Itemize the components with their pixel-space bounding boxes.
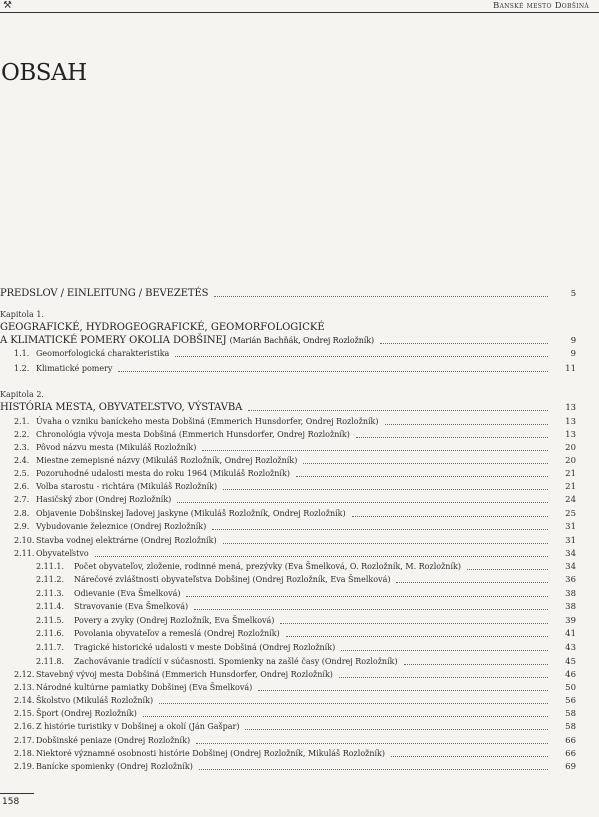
toc-entry-page: 13 (565, 403, 576, 413)
toc-entry-title: Tragické historické udalosti v meste Dobšiná (Ondrej Rozložník) (74, 643, 336, 652)
toc-entry-page: 24 (565, 495, 576, 505)
toc-entry-number: 2.14. (14, 696, 35, 705)
toc-entry[interactable] (14, 761, 576, 773)
toc-entry[interactable] (14, 708, 576, 720)
dot-leader (258, 690, 548, 691)
running-head: Banské mesto Dobšiná (493, 1, 589, 11)
dot-leader (118, 371, 548, 372)
toc-entry[interactable] (14, 535, 576, 547)
dot-leader (214, 296, 548, 297)
toc-entry-title: Povery a zvyky (Ondrej Rozložník, Eva Šmelková) (74, 616, 275, 625)
toc-entry-author: (Marián Bachňák, Ondrej Rozložník) (229, 336, 374, 345)
toc-entry-page: 66 (565, 736, 576, 746)
toc-entry-title: Geomorfologická charakteristika (36, 349, 170, 358)
toc-entry-number: 2.2. (14, 430, 30, 439)
toc-entry-page: 58 (565, 709, 576, 719)
dot-leader (143, 716, 548, 717)
dot-leader (159, 703, 548, 704)
dot-leader (223, 543, 548, 544)
toc-entry-page: 11 (565, 364, 576, 374)
toc-entry[interactable] (36, 601, 576, 613)
toc-entry-number: 2.18. (14, 749, 35, 758)
toc-entry-title: Z histórie turistiky v Dobšinej a okolí (Ján Gašpar) (36, 722, 240, 731)
toc-entry-page: 13 (565, 417, 576, 427)
toc-entry-title: Odievanie (Eva Šmelková) (74, 589, 181, 598)
toc-entry-page: 38 (565, 602, 576, 612)
toc-entry-title: HISTÓRIA MESTA, OBYVATEĽSTVO, VÝSTAVBA (0, 402, 243, 413)
toc-entry-title: Dobšinské peniaze (Ondrej Rozložník) (36, 736, 191, 745)
toc-entry-page: 66 (565, 749, 576, 759)
toc-entry-number: 2.7. (14, 495, 30, 504)
toc-entry[interactable] (14, 442, 576, 454)
chapter-label: Kapitola 2. (0, 390, 44, 399)
toc-entry[interactable] (36, 656, 576, 668)
dot-leader (296, 476, 548, 477)
toc-entry-title: A KLIMATICKÉ POMERY OKOLIA DOBŠINEJ (0, 335, 227, 346)
toc-entry-title: Stavba vodnej elektrárne (Ondrej Rozložník) (36, 536, 217, 545)
toc-entry-title: Hasičský zbor (Ondrej Rozložník) (36, 495, 172, 504)
footer-rule (0, 793, 34, 794)
toc-entry-number: 2.11.6. (36, 629, 64, 638)
dot-leader (199, 769, 548, 770)
toc-entry-title: Vybudovanie železnice (Ondrej Rozložník) (36, 522, 207, 531)
toc-entry-page: 39 (565, 616, 576, 626)
toc-entry-page: 20 (565, 443, 576, 453)
toc-entry[interactable] (14, 429, 576, 441)
toc-entry[interactable] (14, 548, 576, 560)
toc-entry-number: 2.17. (14, 736, 35, 745)
dot-leader (339, 677, 548, 678)
toc-entry[interactable] (36, 561, 576, 573)
toc-entry-title: Povolania obyvateľov a remeslá (Ondrej Rozložník) (74, 629, 280, 638)
toc-entry[interactable] (14, 468, 576, 480)
toc-entry-number: 2.19. (14, 762, 35, 771)
toc-entry[interactable] (14, 508, 576, 520)
dot-leader (467, 569, 548, 570)
toc-entry-page: 38 (565, 589, 576, 599)
toc-entry-number: 2.11.5. (36, 616, 64, 625)
toc-entry[interactable] (0, 335, 576, 347)
toc-entry-number: 2.16. (14, 722, 35, 731)
toc-entry-number: 2.11. (14, 549, 35, 558)
toc-entry-title: Objavenie Dobšinskej ľadovej jaskyne (Mikuláš Rozložník, Ondrej Rozložník) (36, 509, 346, 518)
toc-entry-page: 21 (565, 482, 576, 492)
dot-leader (212, 529, 548, 530)
toc-entry-number: 2.4. (14, 456, 30, 465)
toc-entry-number: 2.5. (14, 469, 30, 478)
toc-entry[interactable] (0, 402, 576, 414)
toc-entry-page: 21 (565, 469, 576, 479)
toc-entry[interactable] (14, 695, 576, 707)
toc-entry[interactable] (14, 721, 576, 733)
toc-entry-title: Banícke spomienky (Ondrej Rozložník) (36, 762, 193, 771)
toc-entry-title: Stravovanie (Eva Šmelková) (74, 602, 189, 611)
toc-entry[interactable] (14, 348, 576, 360)
toc-entry-number: 2.11.3. (36, 589, 64, 598)
toc-entry-title: Miestne zemepisné názvy (Mikuláš Rozložník, Ondrej Rozložník) (36, 456, 298, 465)
dot-leader (352, 516, 548, 517)
toc-entry-title: Zachovávanie tradícií v súčasnosti. Spomienky na zašlé časy (Ondrej Rozložník) (74, 657, 398, 666)
dot-leader (404, 664, 548, 665)
toc-entry[interactable] (36, 615, 576, 627)
toc-entry-page: 69 (565, 762, 576, 772)
toc-entry-page: 20 (565, 456, 576, 466)
toc-entry-number: 2.11.4. (36, 602, 64, 611)
dot-leader (356, 437, 548, 438)
toc-entry[interactable] (14, 455, 576, 467)
toc-entry-number: 2.11.1. (36, 562, 64, 571)
toc-entry-page: 43 (565, 643, 576, 653)
toc-entry[interactable] (14, 735, 576, 747)
toc-entry-page: 56 (565, 696, 576, 706)
toc-entry-number: 1.2. (14, 364, 30, 373)
dot-leader (194, 609, 548, 610)
toc-entry-number: 2.11.8. (36, 657, 64, 666)
toc-entry-number: 2.11.7. (36, 643, 64, 652)
dot-leader (186, 596, 548, 597)
toc-entry-number: 2.6. (14, 482, 30, 491)
toc-entry[interactable] (14, 682, 576, 694)
toc-entry[interactable] (14, 669, 576, 681)
toc-entry-number: 2.15. (14, 709, 35, 718)
dot-leader (223, 489, 548, 490)
toc-entry[interactable] (0, 288, 576, 300)
dot-leader (248, 410, 548, 411)
toc-entry-title: PREDSLOV / EINLEITUNG / BEVEZETÉS (0, 288, 209, 299)
toc-entry-page: 9 (570, 336, 576, 346)
toc-entry-title: Nárečové zvláštnosti obyvateľstva Dobšinej (Ondrej Rozložník, Eva Šmelková) (74, 575, 391, 584)
toc-entry-page: 5 (570, 289, 576, 299)
dot-leader (341, 650, 548, 651)
toc-entry-title: Klimatické pomery (36, 364, 113, 373)
toc-entry-title: Stavebný vývoj mesta Dobšiná (Emmerich Hunsdorfer, Ondrej Rozložník) (36, 670, 333, 679)
toc-entry[interactable] (36, 642, 576, 654)
toc-entry-page: 45 (565, 657, 576, 667)
crossed-hammers-icon: ⚒ (3, 0, 12, 11)
toc-entry-page: 46 (565, 670, 576, 680)
toc-entry-page: 25 (565, 509, 576, 519)
toc-entry-title: Šport (Ondrej Rozložník) (36, 709, 137, 718)
dot-leader (280, 623, 548, 624)
dot-leader (396, 582, 548, 583)
dot-leader (391, 756, 548, 757)
toc-entry-number: 1.1. (14, 349, 30, 358)
toc-entry[interactable] (14, 748, 576, 760)
toc-entry[interactable] (36, 588, 576, 600)
toc-entry-number: 2.8. (14, 509, 30, 518)
dot-leader (303, 463, 548, 464)
toc-entry-page: 9 (570, 349, 576, 359)
toc-entry[interactable] (14, 416, 576, 428)
toc-entry-title: Chronológia vývoja mesta Dobšiná (Emmerich Hunsdorfer, Ondrej Rozložník) (36, 430, 350, 439)
page-title: OBSAH (1, 60, 87, 86)
toc-entry-page: 34 (565, 562, 576, 572)
toc-entry-title: Niektoré významné osobnosti histórie Dobšinej (Ondrej Rozložník, Mikuláš Rozložník) (36, 749, 386, 758)
dot-leader (95, 556, 548, 557)
chapter-label: Kapitola 1. (0, 310, 44, 319)
page-number: 158 (2, 797, 20, 807)
toc-entry-page: 36 (565, 575, 576, 585)
toc-entry-page: 50 (565, 683, 576, 693)
toc-entry-title: Obyvateľstvo (36, 549, 89, 558)
toc-entry-page: 31 (565, 536, 576, 546)
chapter-heading: GEOGRAFICKÉ, HYDROGEOGRAFICKÉ, GEOMORFOLOGICKÉ (0, 322, 325, 333)
dot-leader (196, 743, 548, 744)
toc-entry-page: 34 (565, 549, 576, 559)
toc-entry-title: Počet obyvateľov, zloženie, rodinné mená, prezývky (Eva Šmelková, O. Rozložník, M. Rozložník) (74, 562, 461, 571)
toc-entry-number: 2.10. (14, 536, 35, 545)
toc-entry-page: 13 (565, 430, 576, 440)
toc-entry-title: Pôvod názvu mesta (Mikuláš Rozložník) (36, 443, 197, 452)
toc-entry[interactable] (14, 521, 576, 533)
toc-entry-title: Úvaha o vzniku baníckeho mesta Dobšiná (Emmerich Hunsdorfer, Ondrej Rozložník) (36, 417, 379, 426)
dot-leader (245, 729, 548, 730)
toc-entry-title: Volba starostu - richtára (Mikuláš Rozložník) (36, 482, 218, 491)
dot-leader (177, 502, 548, 503)
dot-leader (385, 424, 549, 425)
toc-entry-page: 31 (565, 522, 576, 532)
toc-entry[interactable] (14, 481, 576, 493)
toc-entry[interactable] (14, 494, 576, 506)
dot-leader (175, 356, 548, 357)
toc-entry-number: 2.9. (14, 522, 30, 531)
toc-entry-number: 2.3. (14, 443, 30, 452)
toc-entry-title: Národné kultúrne pamiatky Dobšinej (Eva Šmelková) (36, 683, 253, 692)
toc-entry-page: 41 (565, 629, 576, 639)
toc-entry[interactable] (14, 363, 576, 375)
dot-leader (380, 343, 548, 344)
dot-leader (286, 636, 548, 637)
dot-leader (202, 450, 548, 451)
toc-entry-number: 2.11.2. (36, 575, 64, 584)
toc-entry-number: 2.12. (14, 670, 35, 679)
toc-entry-number: 2.1. (14, 417, 30, 426)
toc-entry-number: 2.13. (14, 683, 35, 692)
toc-entry-title: Školstvo (Mikuláš Rozložník) (36, 696, 154, 705)
toc-entry-page: 58 (565, 722, 576, 732)
toc-entry[interactable] (36, 628, 576, 640)
toc-entry[interactable] (36, 574, 576, 586)
toc-entry-title: Pozoruhodné udalosti mesta do roku 1964 (Mikuláš Rozložník) (36, 469, 290, 478)
